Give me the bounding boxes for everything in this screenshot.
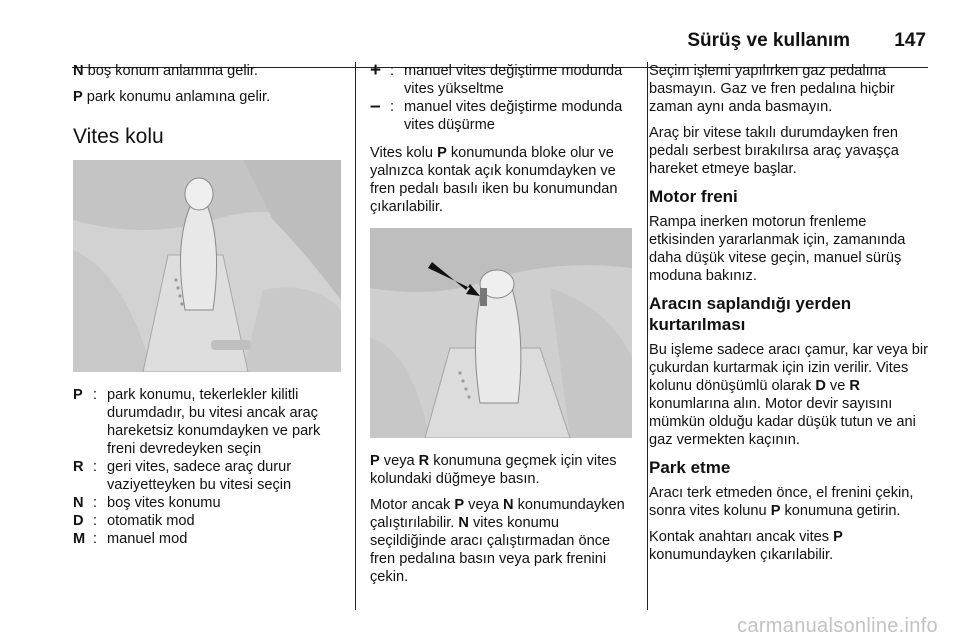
definition-row: D : otomatik mod xyxy=(73,513,195,529)
intro-n: N boş konum anlamına gelir. xyxy=(73,63,258,79)
parking-paragraph: Aracı terk etmeden önce, el frenini çekin, sonra vites kolunu P konumuna getirin. xyxy=(649,485,914,519)
page-number: 147 xyxy=(894,30,926,51)
release-button-illustration-icon xyxy=(370,228,632,438)
creep-paragraph: Araç bir vitese takılı durumdayken fren pedalı serbest bırakılırsa araç yavaşça hareket etmeye başlar. xyxy=(649,125,899,177)
column-divider xyxy=(647,62,648,610)
definition-row: M : manuel mod xyxy=(73,531,188,547)
gear-position-list xyxy=(73,386,343,548)
chapter-title: Sürüş ve kullanım xyxy=(687,30,850,51)
watermark: carmanualsonline.info xyxy=(737,615,938,637)
engine-brake-paragraph: Rampa inerken motorun frenleme etkisinden yararlanmak için, zamanında daha düşük vitese geçin, manuel sürüş moduna bakınız. xyxy=(649,214,906,284)
stuck-vehicle-paragraph: Bu işleme sadece aracı çamur, kar veya bir çukurdan kurtarmak için izin verilir. Vites kolunu dönüşümlü olarak D ve R konumlarına alın. Motor devir sayısını mümkün olduğu kadar düşük tutun ve ani gaz vermekten kaçının. xyxy=(649,342,929,448)
plus-icon: + xyxy=(370,60,382,81)
minus-icon: – xyxy=(370,96,381,117)
no-accelerator-paragraph: Seçim işlemi yapılırken gaz pedalına basmayın. Gaz ve fren pedalına hiçbir zaman aynı anda basmayın. xyxy=(649,63,895,115)
engine-start-paragraph: Motor ancak P veya N konumundayken çalıştırılabilir. N vites konumu seçildiğinde aracı çalıştırmadan önce fren pedalına basın veya park frenini çekin. xyxy=(370,497,625,585)
intro-p: P park konumu anlamına gelir. xyxy=(73,89,271,105)
gear-lever-figure xyxy=(73,160,341,372)
release-button-figure xyxy=(370,228,632,438)
lever-lock-paragraph: Vites kolu P konumunda bloke olur ve yalnızca kontak açık konumdayken ve fren pedalı basılı iken bu konumundan çıkarılabilir. xyxy=(370,145,618,215)
definition-row: P : park konumu, tekerlekler kilitli durumdadır, bu vitesi ancak araç hareketsiz konumdayken ve park freni devredeyken seçin xyxy=(73,387,321,457)
release-button-paragraph: P veya R konumuna geçmek için vites kolundaki düğmeye basın. xyxy=(370,453,617,487)
engine-brake-heading: Motor freni xyxy=(649,187,738,206)
downshift-row: – : manuel vites değiştirme modunda vites düşürme xyxy=(370,96,623,133)
section-title: Vites kolu xyxy=(73,125,164,148)
column-left xyxy=(73,62,343,548)
stuck-vehicle-heading: Aracın saplandığı yerden kurtarılması xyxy=(649,294,852,334)
definition-row: N : boş vites konumu xyxy=(73,495,221,511)
column-middle xyxy=(370,62,634,594)
column-right xyxy=(649,62,929,572)
page-header xyxy=(72,18,928,58)
gear-lever-illustration-icon xyxy=(73,160,341,372)
upshift-row: + : manuel vites değiştirme modunda vites yükseltme xyxy=(370,60,623,97)
definition-row: R : geri vites, sadece araç durur vaziyetteyken bu vitesi seçin xyxy=(73,459,292,493)
parking-heading: Park etme xyxy=(649,458,731,477)
key-removal-paragraph: Kontak anahtarı ancak vites P konumundayken çıkarılabilir. xyxy=(649,529,843,563)
column-divider xyxy=(355,62,356,610)
